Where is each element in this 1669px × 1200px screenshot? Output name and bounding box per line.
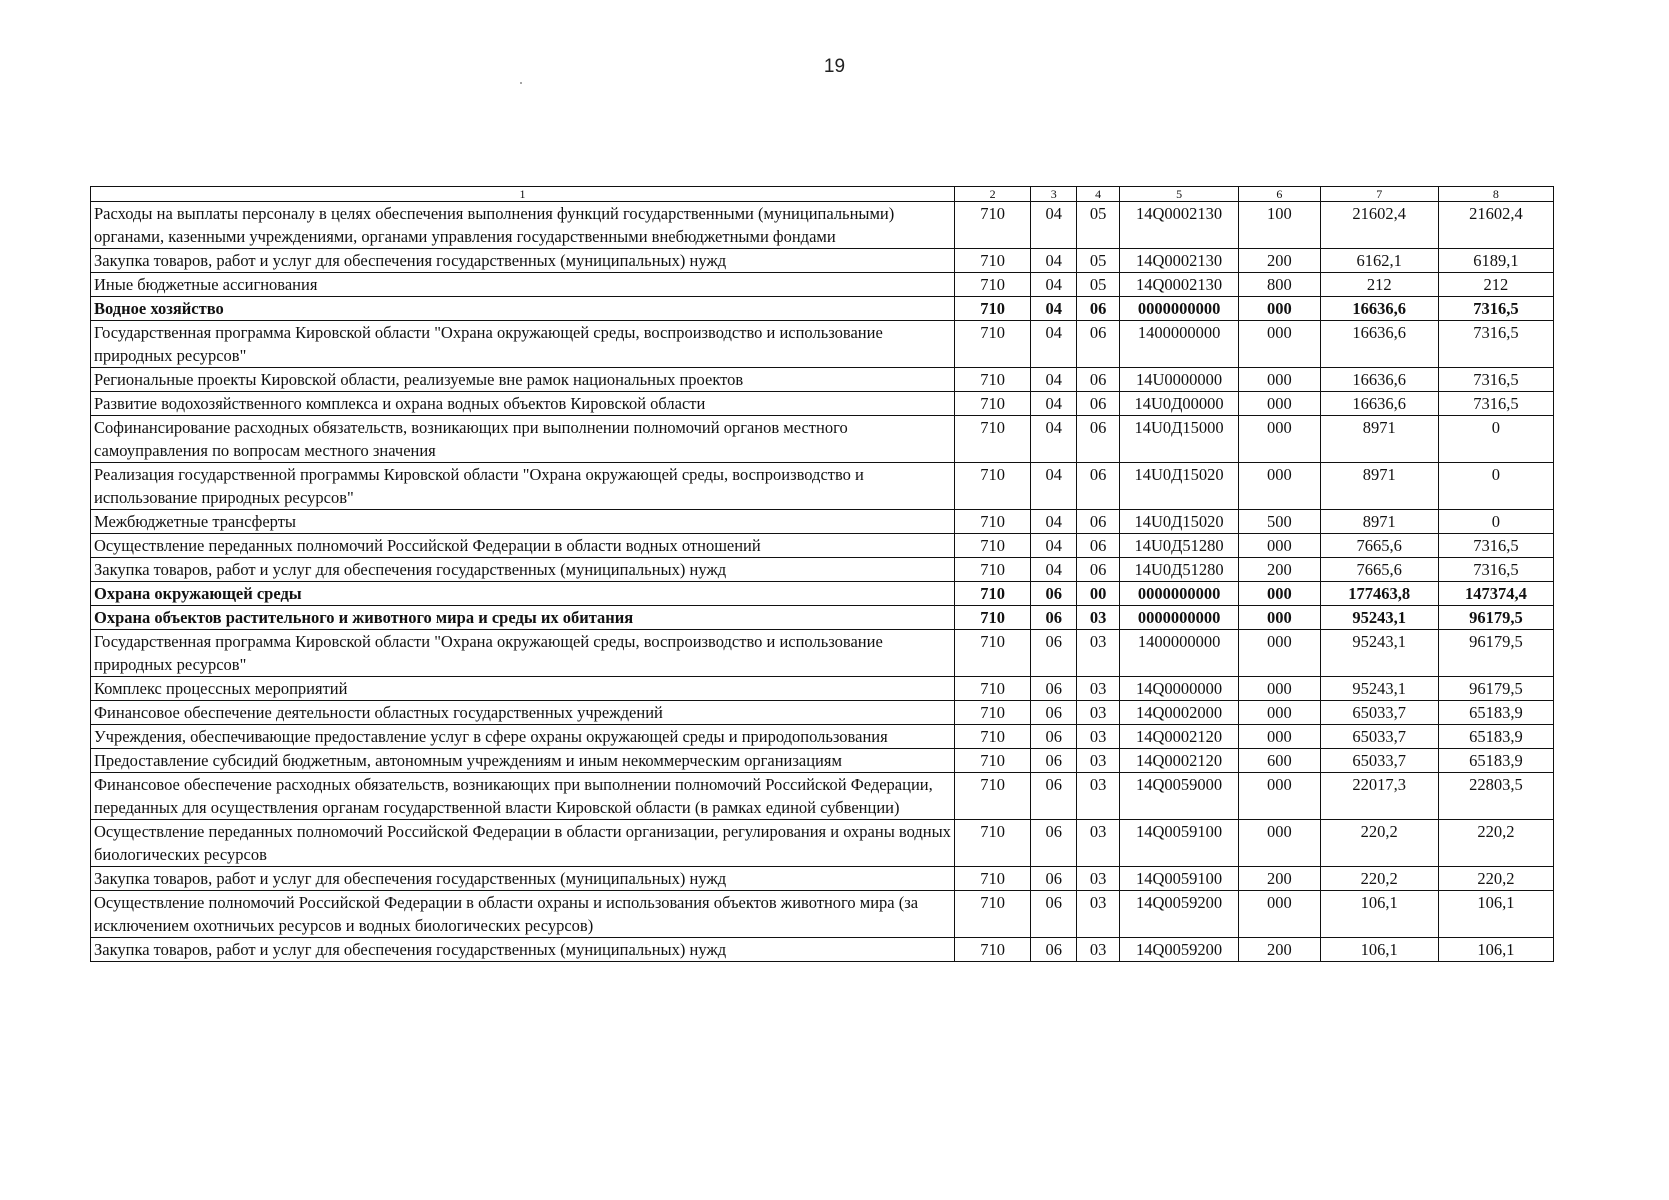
row-subsection-cell: 03 [1077, 630, 1120, 677]
row-target-code-cell: 0000000000 [1119, 582, 1238, 606]
row-target-code-cell: 14U0Д00000 [1119, 392, 1238, 416]
table-row [91, 749, 1554, 773]
row-expense-type-cell: 000 [1239, 368, 1321, 392]
row-amount-1-cell: 8971 [1320, 510, 1438, 534]
row-subsection-cell: 03 [1077, 891, 1120, 938]
table-row [91, 510, 1554, 534]
row-ved-cell: 710 [954, 820, 1030, 867]
row-expense-type-cell: 800 [1239, 273, 1321, 297]
row-expense-type-cell: 000 [1239, 725, 1321, 749]
row-amount-2-cell: 6189,1 [1438, 249, 1553, 273]
row-name-cell: Осуществление полномочий Российской Федерации в области охраны и использования объектов животного мира (за исключением охотничьих ресурсов и водных биологических ресурсов) [91, 891, 955, 938]
row-amount-2-cell: 96179,5 [1438, 606, 1553, 630]
row-target-code-cell: 14Q0000000 [1119, 677, 1238, 701]
row-name-cell: Закупка товаров, работ и услуг для обеспечения государственных (муниципальных) нужд [91, 249, 955, 273]
row-expense-type-cell: 000 [1239, 582, 1321, 606]
header-cell: 7 [1320, 187, 1438, 202]
row-subsection-cell: 06 [1077, 392, 1120, 416]
row-amount-1-cell: 16636,6 [1320, 297, 1438, 321]
row-subsection-cell: 06 [1077, 510, 1120, 534]
budget-table [90, 186, 1554, 962]
row-amount-2-cell: 96179,5 [1438, 677, 1553, 701]
row-subsection-cell: 05 [1077, 273, 1120, 297]
row-amount-2-cell: 21602,4 [1438, 202, 1553, 249]
row-section-cell: 06 [1031, 820, 1077, 867]
row-ved-cell: 710 [954, 368, 1030, 392]
row-ved-cell: 710 [954, 392, 1030, 416]
row-section-cell: 06 [1031, 582, 1077, 606]
row-section-cell: 06 [1031, 701, 1077, 725]
row-section-cell: 04 [1031, 249, 1077, 273]
row-section-cell: 04 [1031, 273, 1077, 297]
row-amount-1-cell: 8971 [1320, 416, 1438, 463]
row-name-cell: Развитие водохозяйственного комплекса и охрана водных объектов Кировской области [91, 392, 955, 416]
row-amount-2-cell: 7316,5 [1438, 558, 1553, 582]
table-body [91, 187, 1554, 962]
row-amount-1-cell: 6162,1 [1320, 249, 1438, 273]
row-section-cell: 04 [1031, 321, 1077, 368]
row-target-code-cell: 14U0Д15020 [1119, 463, 1238, 510]
row-amount-1-cell: 16636,6 [1320, 368, 1438, 392]
row-amount-2-cell: 0 [1438, 416, 1553, 463]
row-name-cell: Государственная программа Кировской области "Охрана окружающей среды, воспроизводство и использование природных ресурсов" [91, 321, 955, 368]
row-ved-cell: 710 [954, 938, 1030, 962]
row-section-cell: 06 [1031, 725, 1077, 749]
row-target-code-cell: 14Q0002120 [1119, 749, 1238, 773]
row-name-cell: Расходы на выплаты персоналу в целях обеспечения выполнения функций государственными (муниципальными) органами, казенными учреждениями, органами управления государственными внебюджетными фондами [91, 202, 955, 249]
row-subsection-cell: 03 [1077, 938, 1120, 962]
row-ved-cell: 710 [954, 297, 1030, 321]
row-section-cell: 04 [1031, 510, 1077, 534]
row-name-cell: Предоставление субсидий бюджетным, автономным учреждениям и иным некоммерческим организациям [91, 749, 955, 773]
row-subsection-cell: 03 [1077, 606, 1120, 630]
table-row [91, 938, 1554, 962]
row-subsection-cell: 03 [1077, 867, 1120, 891]
row-subsection-cell: 06 [1077, 558, 1120, 582]
row-subsection-cell: 03 [1077, 749, 1120, 773]
row-target-code-cell: 14Q0059200 [1119, 938, 1238, 962]
row-subsection-cell: 06 [1077, 297, 1120, 321]
page-number: 19 [823, 56, 846, 77]
table-row [91, 630, 1554, 677]
row-expense-type-cell: 000 [1239, 820, 1321, 867]
row-expense-type-cell: 000 [1239, 534, 1321, 558]
row-target-code-cell: 14Q0059200 [1119, 891, 1238, 938]
table-row [91, 558, 1554, 582]
row-expense-type-cell: 500 [1239, 510, 1321, 534]
row-section-cell: 04 [1031, 558, 1077, 582]
row-amount-2-cell: 220,2 [1438, 820, 1553, 867]
row-expense-type-cell: 100 [1239, 202, 1321, 249]
row-target-code-cell: 0000000000 [1119, 297, 1238, 321]
row-amount-2-cell: 0 [1438, 510, 1553, 534]
row-amount-1-cell: 106,1 [1320, 891, 1438, 938]
header-cell: 5 [1119, 187, 1238, 202]
row-section-cell: 04 [1031, 392, 1077, 416]
row-expense-type-cell: 000 [1239, 606, 1321, 630]
row-section-cell: 04 [1031, 416, 1077, 463]
row-amount-1-cell: 95243,1 [1320, 630, 1438, 677]
row-ved-cell: 710 [954, 273, 1030, 297]
row-name-cell: Охрана объектов растительного и животного мира и среды их обитания [91, 606, 955, 630]
row-ved-cell: 710 [954, 725, 1030, 749]
row-name-cell: Закупка товаров, работ и услуг для обеспечения государственных (муниципальных) нужд [91, 558, 955, 582]
row-amount-1-cell: 95243,1 [1320, 606, 1438, 630]
row-target-code-cell: 14U0Д51280 [1119, 534, 1238, 558]
row-expense-type-cell: 600 [1239, 749, 1321, 773]
row-amount-1-cell: 7665,6 [1320, 558, 1438, 582]
row-name-cell: Иные бюджетные ассигнования [91, 273, 955, 297]
row-name-cell: Финансовое обеспечение расходных обязательств, возникающих при выполнении полномочий Российской Федерации, переданных для осуществления органам государственной власти Кировской области (в рамках единой субвенции) [91, 773, 955, 820]
row-amount-1-cell: 65033,7 [1320, 725, 1438, 749]
header-cell: 1 [91, 187, 955, 202]
row-target-code-cell: 14Q0002120 [1119, 725, 1238, 749]
row-section-cell: 06 [1031, 749, 1077, 773]
table-row [91, 368, 1554, 392]
row-ved-cell: 710 [954, 416, 1030, 463]
row-name-cell: Финансовое обеспечение деятельности областных государственных учреждений [91, 701, 955, 725]
row-ved-cell: 710 [954, 463, 1030, 510]
header-cell: 2 [954, 187, 1030, 202]
row-target-code-cell: 14U0Д51280 [1119, 558, 1238, 582]
row-target-code-cell: 14Q0002130 [1119, 249, 1238, 273]
row-amount-2-cell: 65183,9 [1438, 725, 1553, 749]
row-amount-2-cell: 106,1 [1438, 938, 1553, 962]
table-row [91, 867, 1554, 891]
row-name-cell: Региональные проекты Кировской области, реализуемые вне рамок национальных проектов [91, 368, 955, 392]
table-row [91, 701, 1554, 725]
row-name-cell: Софинансирование расходных обязательств, возникающих при выполнении полномочий органов местного самоуправления по вопросам местного значения [91, 416, 955, 463]
row-target-code-cell: 14Q0002000 [1119, 701, 1238, 725]
row-amount-2-cell: 22803,5 [1438, 773, 1553, 820]
row-ved-cell: 710 [954, 701, 1030, 725]
row-ved-cell: 710 [954, 891, 1030, 938]
row-target-code-cell: 14U0Д15000 [1119, 416, 1238, 463]
scan-artifact [520, 82, 522, 84]
table-row [91, 416, 1554, 463]
header-cell: 3 [1031, 187, 1077, 202]
header-cell: 8 [1438, 187, 1553, 202]
row-expense-type-cell: 000 [1239, 701, 1321, 725]
table-row [91, 820, 1554, 867]
row-target-code-cell: 14Q0059100 [1119, 820, 1238, 867]
row-subsection-cell: 06 [1077, 321, 1120, 368]
row-subsection-cell: 03 [1077, 773, 1120, 820]
row-target-code-cell: 14Q0059100 [1119, 867, 1238, 891]
row-subsection-cell: 03 [1077, 677, 1120, 701]
table-row [91, 202, 1554, 249]
row-subsection-cell: 06 [1077, 368, 1120, 392]
row-section-cell: 06 [1031, 773, 1077, 820]
row-ved-cell: 710 [954, 606, 1030, 630]
row-expense-type-cell: 000 [1239, 773, 1321, 820]
row-amount-2-cell: 220,2 [1438, 867, 1553, 891]
row-section-cell: 06 [1031, 677, 1077, 701]
row-amount-2-cell: 7316,5 [1438, 392, 1553, 416]
row-section-cell: 04 [1031, 297, 1077, 321]
header-cell: 4 [1077, 187, 1120, 202]
header-cell: 6 [1239, 187, 1321, 202]
row-target-code-cell: 14U0000000 [1119, 368, 1238, 392]
row-section-cell: 04 [1031, 534, 1077, 558]
row-ved-cell: 710 [954, 202, 1030, 249]
row-section-cell: 06 [1031, 891, 1077, 938]
row-subsection-cell: 06 [1077, 416, 1120, 463]
row-amount-2-cell: 0 [1438, 463, 1553, 510]
row-subsection-cell: 05 [1077, 202, 1120, 249]
row-expense-type-cell: 000 [1239, 392, 1321, 416]
row-ved-cell: 710 [954, 558, 1030, 582]
row-ved-cell: 710 [954, 677, 1030, 701]
row-name-cell: Осуществление переданных полномочий Российской Федерации в области водных отношений [91, 534, 955, 558]
row-name-cell: Закупка товаров, работ и услуг для обеспечения государственных (муниципальных) нужд [91, 867, 955, 891]
table-row [91, 773, 1554, 820]
row-amount-2-cell: 7316,5 [1438, 297, 1553, 321]
table-row [91, 273, 1554, 297]
row-amount-2-cell: 212 [1438, 273, 1553, 297]
row-target-code-cell: 1400000000 [1119, 630, 1238, 677]
row-target-code-cell: 14Q0059000 [1119, 773, 1238, 820]
row-ved-cell: 710 [954, 510, 1030, 534]
table-row [91, 891, 1554, 938]
row-amount-2-cell: 65183,9 [1438, 749, 1553, 773]
row-ved-cell: 710 [954, 749, 1030, 773]
row-amount-1-cell: 65033,7 [1320, 749, 1438, 773]
row-name-cell: Охрана окружающей среды [91, 582, 955, 606]
row-amount-1-cell: 106,1 [1320, 938, 1438, 962]
row-amount-1-cell: 177463,8 [1320, 582, 1438, 606]
row-expense-type-cell: 200 [1239, 938, 1321, 962]
table-row [91, 582, 1554, 606]
row-section-cell: 04 [1031, 463, 1077, 510]
row-subsection-cell: 03 [1077, 725, 1120, 749]
row-ved-cell: 710 [954, 321, 1030, 368]
table-header-row [91, 187, 1554, 202]
row-amount-2-cell: 7316,5 [1438, 368, 1553, 392]
table-row [91, 249, 1554, 273]
row-ved-cell: 710 [954, 249, 1030, 273]
row-target-code-cell: 14U0Д15020 [1119, 510, 1238, 534]
row-expense-type-cell: 000 [1239, 677, 1321, 701]
row-section-cell: 04 [1031, 368, 1077, 392]
row-expense-type-cell: 000 [1239, 297, 1321, 321]
row-ved-cell: 710 [954, 773, 1030, 820]
row-amount-1-cell: 22017,3 [1320, 773, 1438, 820]
row-expense-type-cell: 000 [1239, 463, 1321, 510]
row-ved-cell: 710 [954, 582, 1030, 606]
row-ved-cell: 710 [954, 534, 1030, 558]
row-subsection-cell: 06 [1077, 534, 1120, 558]
row-expense-type-cell: 000 [1239, 321, 1321, 368]
row-amount-1-cell: 7665,6 [1320, 534, 1438, 558]
table-row [91, 677, 1554, 701]
row-amount-2-cell: 96179,5 [1438, 630, 1553, 677]
table-row [91, 463, 1554, 510]
row-amount-1-cell: 65033,7 [1320, 701, 1438, 725]
row-amount-1-cell: 21602,4 [1320, 202, 1438, 249]
row-name-cell: Комплекс процессных мероприятий [91, 677, 955, 701]
row-expense-type-cell: 000 [1239, 630, 1321, 677]
row-target-code-cell: 14Q0002130 [1119, 202, 1238, 249]
row-subsection-cell: 00 [1077, 582, 1120, 606]
row-expense-type-cell: 000 [1239, 416, 1321, 463]
table-row [91, 534, 1554, 558]
row-amount-2-cell: 106,1 [1438, 891, 1553, 938]
row-amount-1-cell: 8971 [1320, 463, 1438, 510]
row-subsection-cell: 03 [1077, 820, 1120, 867]
row-ved-cell: 710 [954, 867, 1030, 891]
table-row [91, 392, 1554, 416]
row-amount-1-cell: 220,2 [1320, 867, 1438, 891]
table-row [91, 321, 1554, 368]
row-name-cell: Реализация государственной программы Кировской области "Охрана окружающей среды, воспроизводство и использование природных ресурсов" [91, 463, 955, 510]
row-expense-type-cell: 200 [1239, 249, 1321, 273]
row-section-cell: 06 [1031, 606, 1077, 630]
row-amount-1-cell: 16636,6 [1320, 392, 1438, 416]
row-name-cell: Государственная программа Кировской области "Охрана окружающей среды, воспроизводство и использование природных ресурсов" [91, 630, 955, 677]
row-amount-1-cell: 95243,1 [1320, 677, 1438, 701]
row-subsection-cell: 05 [1077, 249, 1120, 273]
row-name-cell: Водное хозяйство [91, 297, 955, 321]
row-target-code-cell: 1400000000 [1119, 321, 1238, 368]
row-ved-cell: 710 [954, 630, 1030, 677]
row-target-code-cell: 0000000000 [1119, 606, 1238, 630]
row-amount-2-cell: 7316,5 [1438, 534, 1553, 558]
row-expense-type-cell: 200 [1239, 867, 1321, 891]
table-row [91, 725, 1554, 749]
row-amount-2-cell: 7316,5 [1438, 321, 1553, 368]
row-expense-type-cell: 200 [1239, 558, 1321, 582]
row-amount-2-cell: 147374,4 [1438, 582, 1553, 606]
row-amount-2-cell: 65183,9 [1438, 701, 1553, 725]
table-row [91, 606, 1554, 630]
row-name-cell: Межбюджетные трансферты [91, 510, 955, 534]
row-amount-1-cell: 212 [1320, 273, 1438, 297]
row-subsection-cell: 03 [1077, 701, 1120, 725]
row-name-cell: Закупка товаров, работ и услуг для обеспечения государственных (муниципальных) нужд [91, 938, 955, 962]
row-name-cell: Учреждения, обеспечивающие предоставление услуг в сфере охраны окружающей среды и природопользования [91, 725, 955, 749]
row-amount-1-cell: 16636,6 [1320, 321, 1438, 368]
row-section-cell: 06 [1031, 867, 1077, 891]
row-subsection-cell: 06 [1077, 463, 1120, 510]
row-section-cell: 04 [1031, 202, 1077, 249]
row-expense-type-cell: 000 [1239, 891, 1321, 938]
row-target-code-cell: 14Q0002130 [1119, 273, 1238, 297]
row-section-cell: 06 [1031, 630, 1077, 677]
table-row [91, 297, 1554, 321]
row-name-cell: Осуществление переданных полномочий Российской Федерации в области организации, регулирования и охраны водных биологических ресурсов [91, 820, 955, 867]
row-section-cell: 06 [1031, 938, 1077, 962]
row-amount-1-cell: 220,2 [1320, 820, 1438, 867]
